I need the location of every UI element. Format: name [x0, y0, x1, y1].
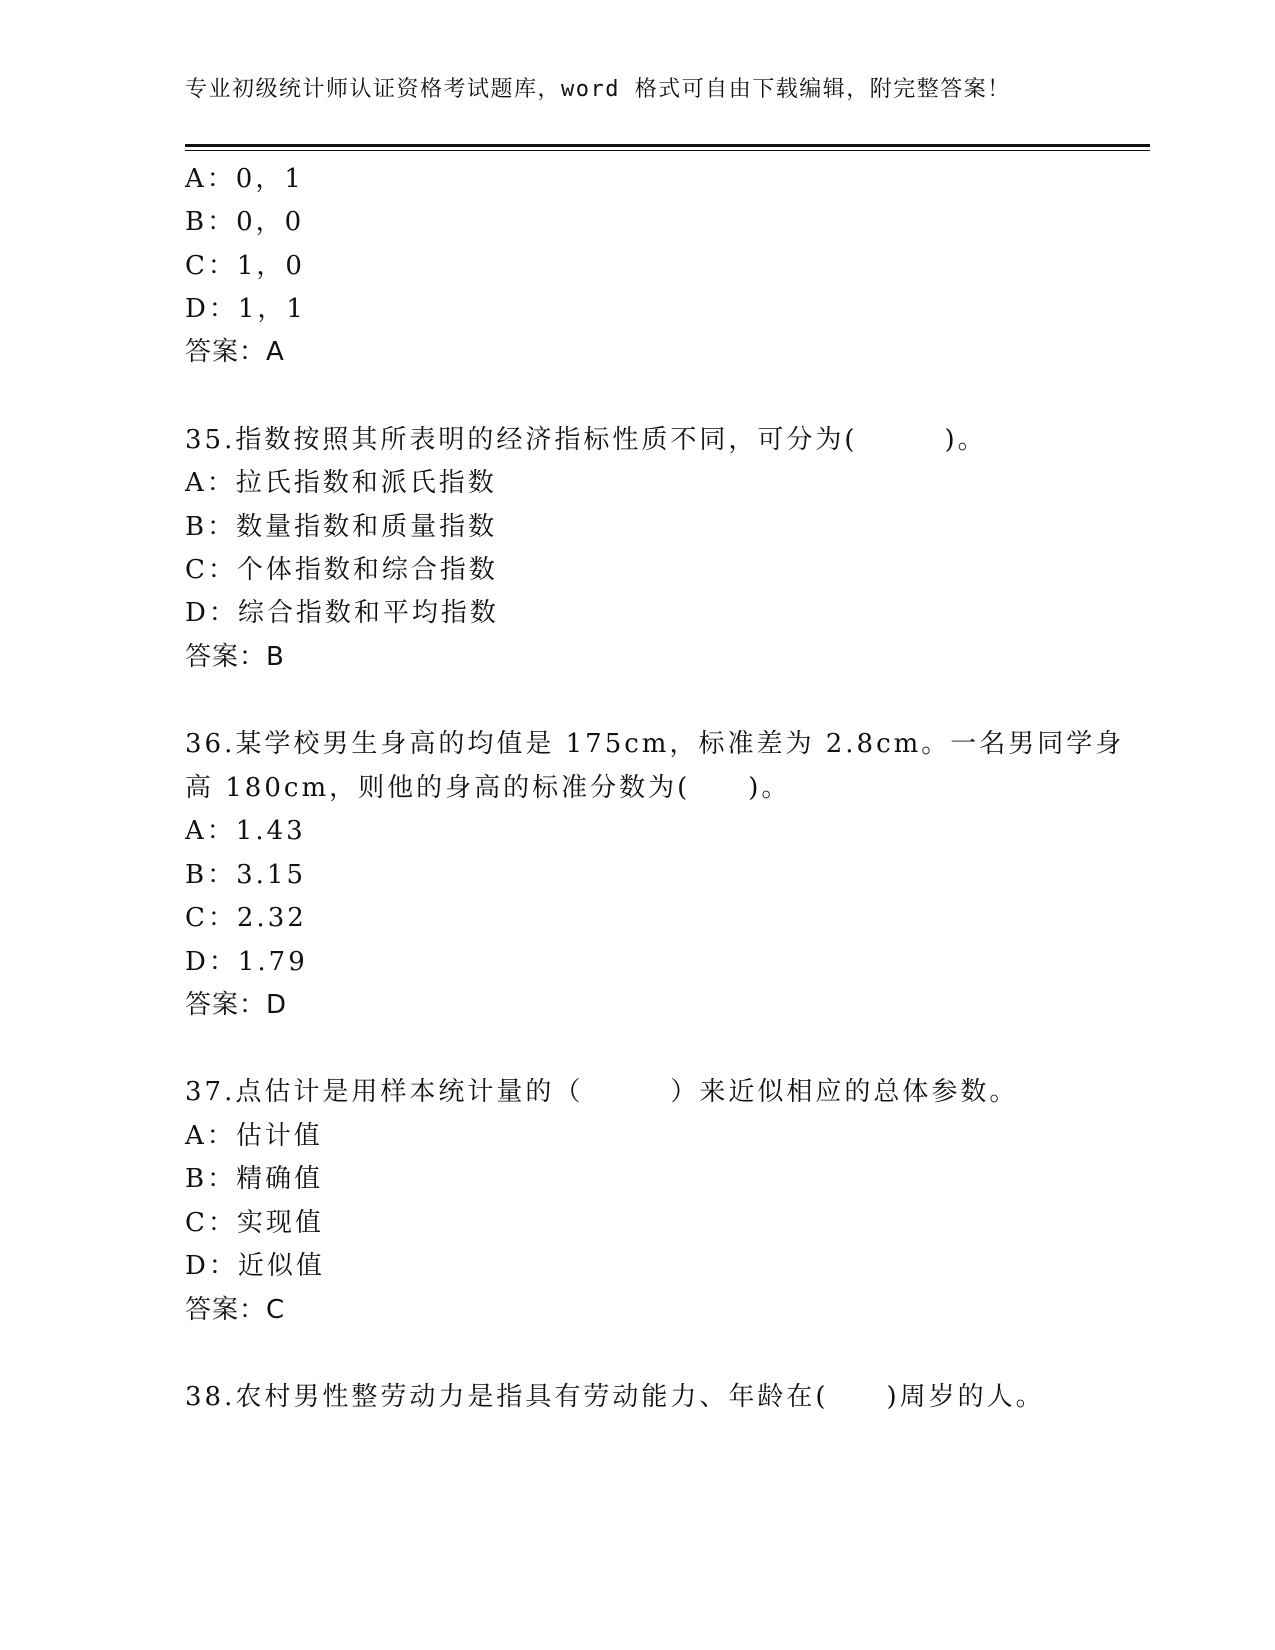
- answer-line: 答案：A: [185, 337, 285, 367]
- option-a: A：0，1: [185, 164, 304, 194]
- option-c: C：1，0: [185, 251, 305, 281]
- question-stem: 37.点估计是用样本统计量的（ ）来近似相应的总体参数。: [185, 1077, 1019, 1107]
- header-divider-thin: [185, 150, 1150, 151]
- page-header: 专业初级统计师认证资格考试题库，word 格式可自由下载编辑，附完整答案！: [185, 77, 1011, 102]
- option-b: B：数量指数和质量指数: [185, 512, 498, 542]
- answer-line: 答案：B: [185, 642, 285, 672]
- question-stem: 38.农村男性整劳动力是指具有劳动能力、年龄在( )周岁的人。: [185, 1382, 1045, 1412]
- option-d: D：近似值: [185, 1251, 325, 1281]
- option-c: C：个体指数和综合指数: [185, 555, 498, 585]
- option-b: B：0，0: [185, 207, 305, 237]
- option-b: B：精确值: [185, 1164, 324, 1194]
- option-d: D：1.79: [185, 947, 308, 977]
- header-divider-thick: [185, 144, 1150, 147]
- option-d: D：综合指数和平均指数: [185, 598, 499, 628]
- question-stem-continued: 高 180cm，则他的身高的标准分数为( )。: [185, 773, 791, 803]
- option-a: A：估计值: [185, 1121, 323, 1151]
- question-stem: 35.指数按照其所表明的经济指标性质不同，可分为( )。: [185, 425, 987, 455]
- option-d: D：1，1: [185, 294, 306, 324]
- option-a: A：拉氏指数和派氏指数: [185, 468, 497, 498]
- option-b: B：3.15: [185, 860, 306, 890]
- option-a: A：1.43: [185, 816, 306, 846]
- option-c: C：实现值: [185, 1208, 324, 1238]
- question-stem: 36.某学校男生身高的均值是 175cm，标准差为 2.8cm。一名男同学身: [185, 729, 1125, 759]
- answer-line: 答案：C: [185, 1295, 286, 1325]
- answer-line: 答案：D: [185, 990, 288, 1020]
- option-c: C：2.32: [185, 903, 307, 933]
